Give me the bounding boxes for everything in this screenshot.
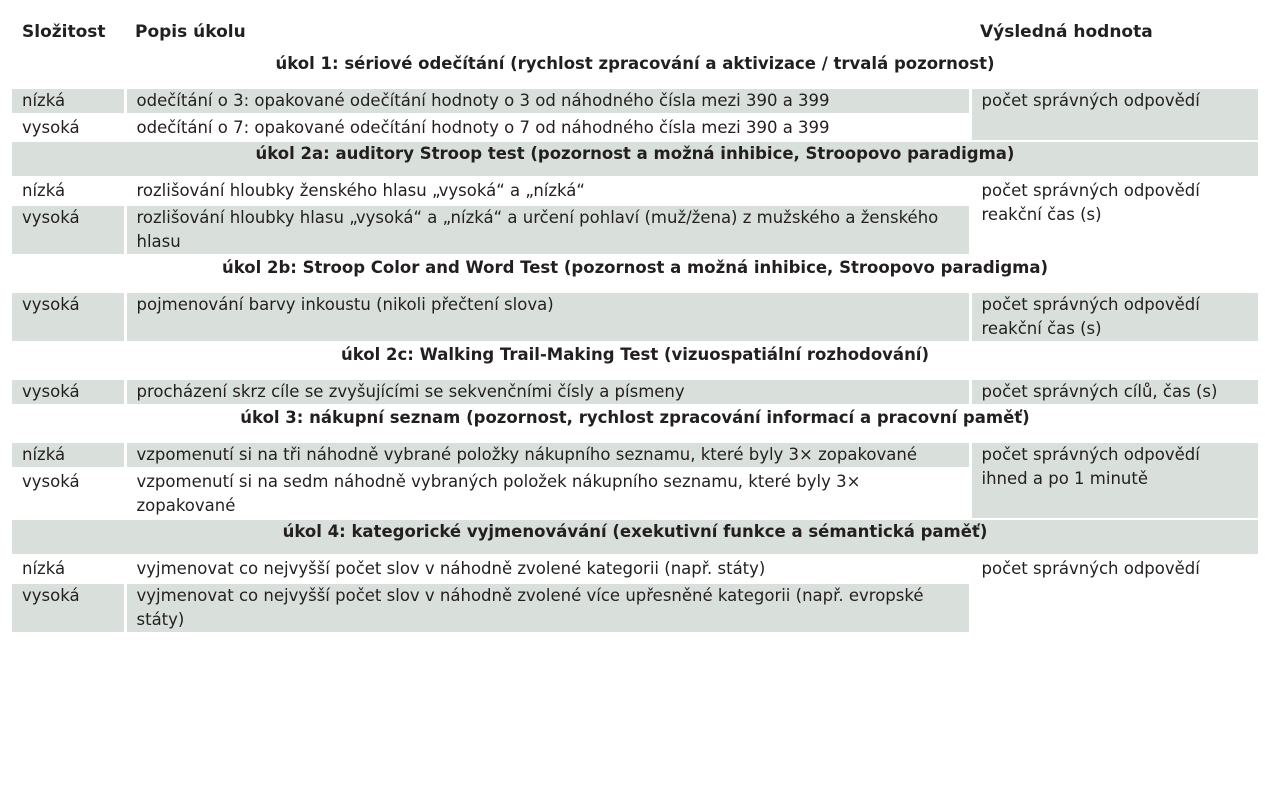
- result-line: počet správných odpovědí: [981, 445, 1200, 464]
- task-title-row: [12, 51, 1258, 88]
- description-cell: vzpomenutí si na sedm náhodně vybraných položek nákupního seznamu, které byly 3× zopakované: [125, 469, 970, 520]
- result-cell: [970, 88, 1258, 142]
- table-row: [12, 292, 1258, 343]
- task-title: úkol 2b: Stroop Color and Word Test (pozornost a možná inhibice, Stroopovo paradigma): [12, 255, 1258, 292]
- table-row: [12, 178, 1258, 205]
- description-cell: odečítání o 7: opakované odečítání hodnoty o 7 od náhodného čísla mezi 390 a 399: [125, 115, 970, 142]
- task-title: úkol 1: sériové odečítání (rychlost zpracování a aktivizace / trvalá pozornost): [12, 51, 1258, 88]
- task-title-row: [12, 519, 1258, 556]
- task-title-row: [12, 342, 1258, 379]
- table-row: [12, 379, 1258, 406]
- table-row: [12, 88, 1258, 115]
- result-line: ihned a po 1 minutě: [981, 469, 1148, 488]
- description-cell: rozlišování hloubky hlasu „vysoká“ a „nízká“ a určení pohlaví (muž/žena) z mužského a ženského hlasu: [125, 205, 970, 256]
- complexity-cell: vysoká: [12, 205, 125, 256]
- complexity-cell: vysoká: [12, 115, 125, 142]
- task-title-row: [12, 255, 1258, 292]
- result-cell: [970, 292, 1258, 343]
- result-cell: [970, 379, 1258, 406]
- result-line: počet správných odpovědí: [981, 181, 1200, 200]
- result-cell: [970, 556, 1258, 633]
- description-cell: vzpomenutí si na tři náhodně vybrané položky nákupního seznamu, které byly 3× zopakované: [125, 442, 970, 469]
- result-line: reakční čas (s): [981, 319, 1102, 338]
- complexity-cell: vysoká: [12, 583, 125, 633]
- task-title: úkol 2a: auditory Stroop test (pozornost a možná inhibice, Stroopovo paradigma): [12, 141, 1258, 178]
- task-title: úkol 3: nákupní seznam (pozornost, rychlost zpracování informací a pracovní paměť): [12, 405, 1258, 442]
- description-cell: vyjmenovat co nejvyšší počet slov v náhodně zvolené kategorii (např. státy): [125, 556, 970, 583]
- task-title-row: [12, 405, 1258, 442]
- result-line: počet správných odpovědí: [981, 559, 1200, 578]
- result-line: reakční čas (s): [981, 205, 1102, 224]
- task-table: [12, 14, 1258, 632]
- table-row: [12, 556, 1258, 583]
- description-cell: pojmenování barvy inkoustu (nikoli přečtení slova): [125, 292, 970, 343]
- description-cell: vyjmenovat co nejvyšší počet slov v náhodně zvolené více upřesněné kategorii (např. evropské státy): [125, 583, 970, 633]
- result-cell: [970, 178, 1258, 256]
- task-title: úkol 2c: Walking Trail-Making Test (vizuospatiální rozhodování): [12, 342, 1258, 379]
- header-row: [12, 14, 1258, 51]
- result-cell: [970, 442, 1258, 520]
- complexity-cell: vysoká: [12, 469, 125, 520]
- description-cell: rozlišování hloubky ženského hlasu „vysoká“ a „nízká“: [125, 178, 970, 205]
- table-row: [12, 442, 1258, 469]
- header-description: Popis úkolu: [135, 22, 246, 42]
- complexity-cell: nízká: [12, 88, 125, 115]
- header-result: Výsledná hodnota: [980, 22, 1153, 42]
- task-title: úkol 4: kategorické vyjmenovávání (exekutivní funkce a sémantická paměť): [12, 519, 1258, 556]
- complexity-cell: nízká: [12, 556, 125, 583]
- result-line: počet správných odpovědí: [981, 295, 1200, 314]
- result-line: počet správných odpovědí: [981, 91, 1200, 110]
- result-line: počet správných cílů, čas (s): [981, 382, 1218, 401]
- complexity-cell: vysoká: [12, 379, 125, 406]
- description-cell: procházení skrz cíle se zvyšujícími se sekvenčními čísly a písmeny: [125, 379, 970, 406]
- header-level: Složitost: [22, 22, 106, 42]
- complexity-cell: nízká: [12, 442, 125, 469]
- complexity-cell: nízká: [12, 178, 125, 205]
- description-cell: odečítání o 3: opakované odečítání hodnoty o 3 od náhodného čísla mezi 390 a 399: [125, 88, 970, 115]
- task-title-row: [12, 141, 1258, 178]
- complexity-cell: vysoká: [12, 292, 125, 343]
